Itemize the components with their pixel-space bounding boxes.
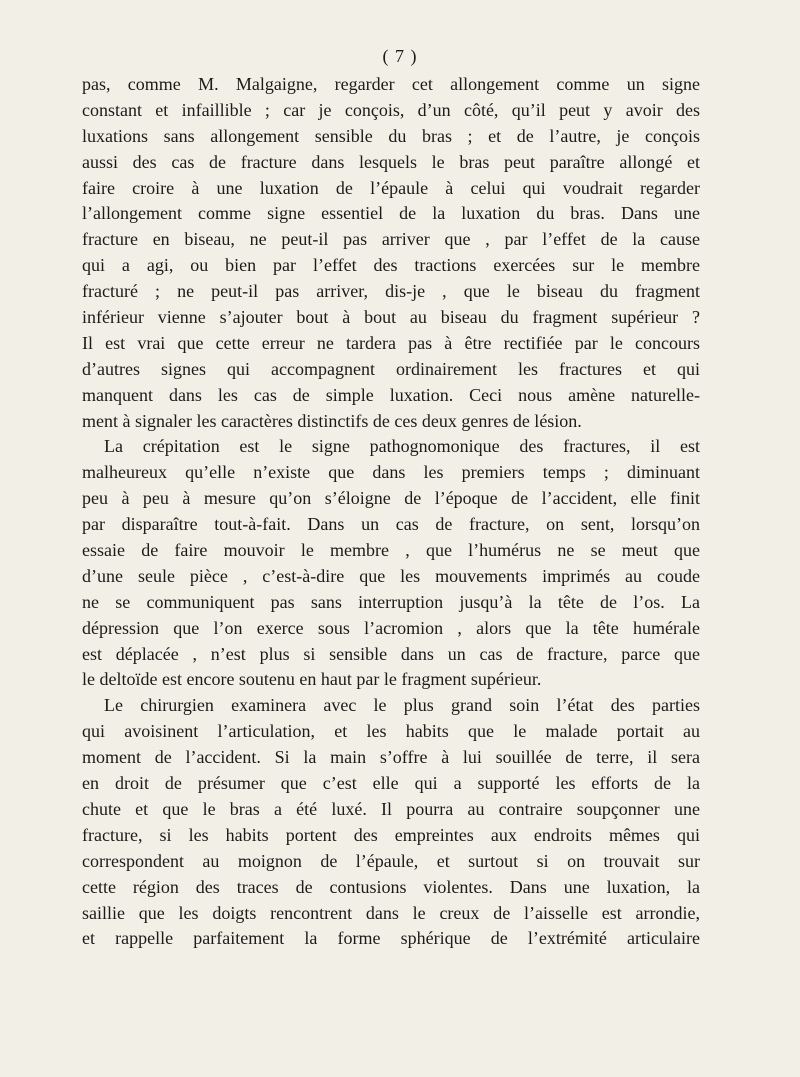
text-line: essaie de faire mouvoir le membre , que l’humérus ne se meut que — [82, 540, 700, 561]
text-line: est déplacée , n’est plus si sensible dans un cas de fracture, parce que — [82, 643, 700, 664]
text-line: qui a agi, ou bien par l’effet des tractions exercées sur le membre — [82, 255, 700, 276]
text-line: le deltoïde est encore soutenu en haut par le fragment supérieur. — [82, 669, 542, 690]
text-line: qui avoisinent l’articulation, et les habits que le malade portait au — [82, 721, 700, 742]
text-line: manquent dans les cas de simple luxation. Ceci nous amène naturelle- — [82, 384, 700, 405]
text-line: malheureux qu’elle n’existe que dans les premiers temps ; diminuant — [82, 462, 700, 483]
text-line: faire croire à une luxation de l’épaule à celui qui voudrait regarder — [82, 177, 700, 198]
page-number: ( 7 ) — [382, 46, 418, 66]
text-line: fracture en biseau, ne peut-il pas arriver que , par l’effet de la cause — [82, 229, 700, 250]
text-line: dépression que l’on exerce sous l’acromion , alors que la tête humérale — [82, 617, 700, 638]
text-line: chute et que le bras a été luxé. Il pourra au contraire soupçonner une — [82, 798, 700, 819]
text-line: et rappelle parfaitement la forme sphérique de l’extrémité articulaire — [82, 928, 700, 949]
text-line: ne se communiquent pas sans interruption jusqu’à la tête de l’os. La — [82, 591, 700, 612]
text-line: La crépitation est le signe pathognomonique des fractures, il est — [104, 436, 700, 457]
text-line: saillie que les doigts rencontrent dans le creux de l’aisselle est arrondie, — [82, 902, 700, 923]
text-line: pas, comme M. Malgaigne, regarder cet allongement comme un signe — [82, 74, 700, 94]
text-line: en droit de présumer que c’est elle qui a supporté les efforts de la — [82, 773, 700, 794]
text-line: aussi des cas de fracture dans lesquels le bras peut paraître allongé et — [82, 151, 700, 172]
text-line: l’allongement comme signe essentiel de la luxation du bras. Dans une — [82, 203, 700, 224]
text-line: inférieur vienne s’ajouter bout à bout au biseau du fragment supérieur ? — [82, 307, 700, 328]
text-line: moment de l’accident. Si la main s’offre à lui souillée de terre, il sera — [82, 747, 700, 768]
text-line: d’autres signes qui accompagnent ordinairement les fractures et qui — [82, 358, 700, 379]
text-line: Le chirurgien examinera avec le plus grand soin l’état des parties — [104, 695, 700, 716]
text-line: peu à peu à mesure qu’on s’éloigne de l’époque de l’accident, elle finit — [82, 488, 700, 509]
text-line: constant et infaillible ; car je conçois, d’un côté, qu’il peut y avoir des — [82, 99, 700, 120]
text-line: correspondent au moignon de l’épaule, et surtout si on trouvait sur — [82, 850, 700, 871]
text-line: fracturé ; ne peut-il pas arriver, dis-je , que le biseau du fragment — [82, 281, 700, 302]
text-line: Il est vrai que cette erreur ne tardera pas à être rectifiée par le concours — [82, 332, 700, 353]
text-line: cette région des traces de contusions violentes. Dans une luxation, la — [82, 876, 700, 897]
text-line: ment à signaler les caractères distinctifs de ces deux genres de lésion. — [82, 410, 582, 431]
body-text — [82, 72, 700, 952]
text-line: d’une seule pièce , c’est-à-dire que les mouvements imprimés au coude — [82, 565, 700, 586]
text-line: par disparaître tout-à-fait. Dans un cas de fracture, on sent, lorsqu’on — [82, 514, 700, 535]
text-line: luxations sans allongement sensible du bras ; et de l’autre, je conçois — [82, 125, 700, 146]
text-line: fracture, si les habits portent des empreintes aux endroits mêmes qui — [82, 824, 700, 845]
